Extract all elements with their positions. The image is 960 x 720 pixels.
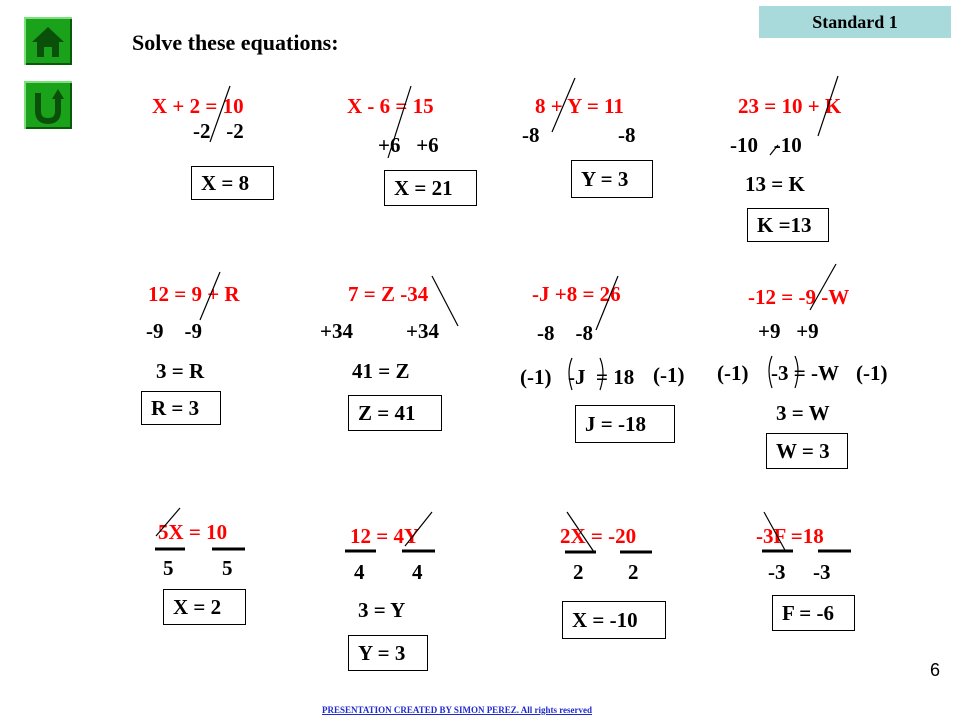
page-title: Solve these equations: xyxy=(132,30,339,55)
p3-equation: 8 + Y = 11 xyxy=(535,94,624,118)
return-icon xyxy=(24,81,72,129)
p3-step-left: -8 xyxy=(522,123,540,147)
p10-div-right: 4 xyxy=(412,560,423,584)
return-button[interactable] xyxy=(24,81,72,129)
p4-equation: 23 = 10 + K xyxy=(738,94,842,118)
p8-step: +9 +9 xyxy=(758,319,819,343)
p6-equation: 7 = Z -34 xyxy=(348,282,429,306)
p8-neg-right: (-1) xyxy=(856,361,888,385)
p1-answer-box: X = 8 xyxy=(191,166,274,200)
p5-answer-box: R = 3 xyxy=(141,391,221,425)
p9-answer-box: X = 2 xyxy=(163,589,246,625)
p5-mid: 3 = R xyxy=(156,359,205,383)
p11-div-right: 2 xyxy=(628,560,639,584)
p12-div-left: -3 xyxy=(768,560,786,584)
p2-answer-box: X = 21 xyxy=(384,170,477,206)
p8-equation: -12 = -9 -W xyxy=(748,285,850,309)
p10-div-left: 4 xyxy=(354,560,365,584)
p8-neg-left: (-1) xyxy=(717,361,749,385)
p7-neg-right: (-1) xyxy=(653,363,685,387)
p2-equation: X - 6 = 15 xyxy=(347,94,434,118)
p10-answer-box: Y = 3 xyxy=(348,635,428,671)
p3-step-right: -8 xyxy=(618,123,636,147)
p12-equation: -3F =18 xyxy=(756,524,824,548)
p12-answer-box: F = -6 xyxy=(772,595,855,631)
p6-step-right: +34 xyxy=(406,319,439,343)
p9-div-left: 5 xyxy=(163,556,174,580)
p1-step: -2 -2 xyxy=(193,119,244,143)
p7-neg-left: (-1) xyxy=(520,365,552,389)
page-number: 6 xyxy=(930,660,941,680)
footer-credit-link[interactable]: PRESENTATION CREATED BY SIMON PEREZ. All rights reserved xyxy=(322,705,593,715)
standard-badge: Standard 1 xyxy=(759,6,951,38)
p5-equation: 12 = 9 + R xyxy=(148,282,240,306)
p7-equation: -J +8 = 26 xyxy=(532,282,621,306)
p4-answer-box: K =13 xyxy=(747,208,829,242)
p10-equation: 12 = 4Y xyxy=(350,524,420,548)
home-button[interactable] xyxy=(24,17,72,65)
p2-step: +6 +6 xyxy=(378,133,439,157)
p7-answer-box: J = -18 xyxy=(575,405,675,443)
p8-mid2: 3 = W xyxy=(776,401,830,425)
p11-equation: 2X = -20 xyxy=(560,524,637,548)
home-icon xyxy=(24,17,72,65)
p8-answer-box: W = 3 xyxy=(766,433,848,469)
p8-mid: -3 = -W xyxy=(771,361,839,385)
p4-step: -10 -10 xyxy=(730,133,802,157)
p7-mid: -J = 18 xyxy=(568,365,635,389)
p3-answer-box: Y = 3 xyxy=(571,160,653,198)
p6-mid: 41 = Z xyxy=(352,359,410,383)
p4-mid: 13 = K xyxy=(745,172,805,196)
p11-answer-box: X = -10 xyxy=(562,601,666,639)
p6-answer-box: Z = 41 xyxy=(348,395,442,431)
p1-equation: X + 2 = 10 xyxy=(152,94,244,118)
p6-step-left: +34 xyxy=(320,319,353,343)
p10-mid: 3 = Y xyxy=(358,598,406,622)
p5-step: -9 -9 xyxy=(146,319,202,343)
p11-div-left: 2 xyxy=(573,560,584,584)
p9-equation: 5X = 10 xyxy=(158,520,228,544)
p9-div-right: 5 xyxy=(222,556,233,580)
p12-div-right: -3 xyxy=(813,560,831,584)
p7-step: -8 -8 xyxy=(537,321,593,345)
